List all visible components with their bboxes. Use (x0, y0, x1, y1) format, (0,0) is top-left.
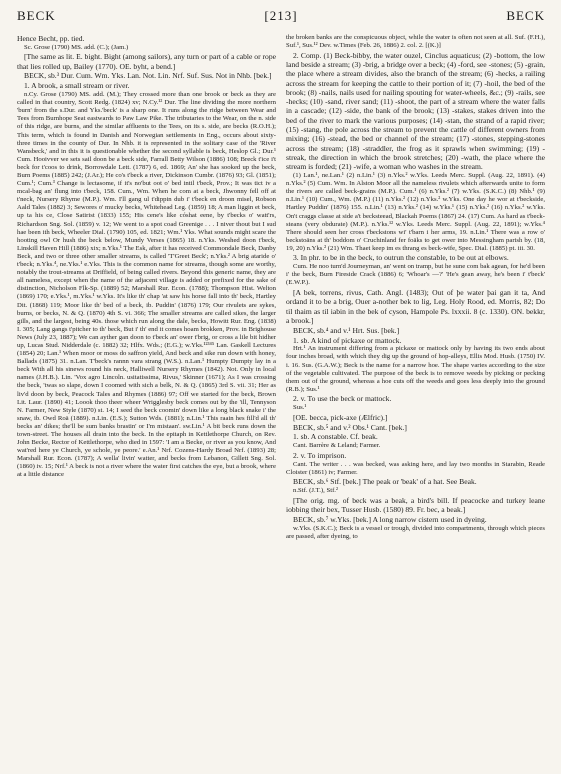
right-para: (1) Lan.¹, ne.Lan.¹ (2) n.Lin.¹ (3) n.Yks.² w.Yks. Leeds Merc. Suppl. (Aug. 22, 1891). (4) n.Yks.² (5) Cum. Wm. In Alston Moor all the nameless rivulets which afterwards unite to form the rivers are called beck-grains (M.P.). Cum.¹ (6) n.Yks.² (7) w.Yks. (S.K.C.) (8) Nhb.¹ (9) n.Lin.¹ (10) Cum., Wm. (M.P.) (11) n.Yks.² (12) n.Yks.² w.Yks. One day he wor at t'beckside, Hartley Puddin' (1876) 155. n.Lin.¹ (13) n.Yks.² (14) w.Yks.¹ (15) n.Yks.² (16) n.Yks.² w.Yks. On't craggs classe at side a't becksteead, Blackah Poems (1867) 24. (17) Cum. As hard as t'beck-steans (very obdurate) (M.P.). n.Yks.¹² w.Yks. Leeds Merc. Suppl. (Aug. 22, 1891); w.Yks.⁴ There should seen her cross t'beckstons wi' t'barn i her arms, 19. n.Lin.¹ There was a row o' beckstoäns at th' boddom o' Cruchinland fer foäks to get ower into Messingham parish by. (18, 19, 20) n.Yks.² (21) Wm. Thaet keep im es thrang es beck-wife, Spec. Dial. (1885) pt. iii. 30. (286, 172, 545, 252)
right-para: BECK, sb.⁴ and v.¹ Hrt. Sus. [bek.] (293, 325, 400, 335)
left-para: [The same as lit. E. bight. Bight (among sailors), any turn or part of a cable or rope that lies rolled up, Bailey (1770). OE. byht, a bend.] (17, 52, 276, 71)
right-para: [A bek, torrens, rivus, Cath. Angl. (1483); Out of þe water þai gan it ta, And ordand it to be a brig, Ouer a-nother bek to lig, Leg. Holy Rood, ed. Morris, 82; Do til thaim as til iabin in the bek of cyson, Hampole Ps. lxxxii. 8 (c. 1330). ON. bekkr, a brook.] (286, 288, 545, 325)
right-para: Cant. The writer . . . was becked, was asking here, and lay two months in Starabin, Reade Cloister (1861) iv; Farmer. (286, 460, 545, 476)
right-para: the broken banks are the conspicuous object, while the water is often not seen at all. Suf. (F.H.), Suf.¹, Sus.¹² Dev. w.Times (Feb. 26, 1886) 2. col. 2. [(K.)] (286, 34, 545, 50)
right-para: 3. In phr. to be in the beck, to outrun the constable, to be out at elbows. (293, 253, 509, 263)
left-para: BECK, sb.³ Dur. Cum. Wm. Yks. Lan. Not. Lin. Nrf. Suf. Sus. Not in Nhb. [bek.] (24, 71, 272, 81)
right-column (286, 34, 545, 774)
header-left-headword: BECK (17, 8, 56, 23)
right-para: Sus.¹ (293, 404, 307, 412)
header-right-headword: BECK (506, 8, 545, 23)
right-para: BECK, sb.⁷ w.Yks. [bek.] A long narrow cistern used in dyeing. (293, 514, 487, 524)
page-header (17, 8, 545, 26)
right-para: Hrt.¹ An instrument differing from a pickaxe or mattock only by having its two ends about four inches broad, with which they dig up the ground of hop-alleys, Ellis Mod. Husb. (1750) IV. i. 16. Sus. (G.A.W.); Beck is the name for a narrow hoe. The shape varies according to the size of the vegetable cultivated. The purpose of the beck is to remove weeds by picking or pecking them out of the ground, whereas a hoe cuts off the weeds and goes less deeply into the ground (R.B.); Sus.¹ (286, 345, 545, 393)
left-para: 1. A brook, a small stream or river. (24, 81, 130, 91)
right-para: n.Stf. (J.T.), Stf.² (293, 487, 338, 495)
right-para: 2. Comp. (1) Beck-bibby, the water ouzel, Cinclus aquaticus; (2) -bottom, the low land beside a stream; (3) -brig, a bridge over a beck; (4) -ford, see -stones; (5) -grain, the place where a stream divides, also the branch of the stream; (6) -hecks, a railing across the stream for keeping the cattle to their portion of it; (7) -hoil, the bed of the brook; (8) -nails, nails used for nailing spouting for water-wheels, &c.; (9) -rails, see -hecks; (10) -sand, river sand; (11) -shoot, the part of a stream where the water falls in a cascade; (12) -side, the bank of the brook; (13) -stakes, stakes driven into the bed of the river to mark the various purposes; (14) -stan, the strand of a rapid river; (15) -stang, the pole across the stream to prevent the cattle of different owners from mixing; (16) -stead, the bed or channel of the stream; (17) -stones, stepping-stones across the stream; (18) -straddler, the frog as it sprawls when swimming; (19) -streak, the direction in which the brook stretches; (20) -wath, the place where the stream is forded; (21) -wife, a woman who washes in the stream. (286, 50, 545, 172)
page-number: [213] (264, 8, 298, 23)
right-para: 2. v. To use the beck or mattock. (293, 394, 392, 404)
right-para: [OE. becca, pick-axe (Ælfric).] (293, 412, 388, 422)
right-para: Cant. Barrère & Leland; Farmer. (293, 442, 381, 450)
left-para: n.Cy. Grose (1790) MS. add. (M.); They crossed more than one brook or beck as they are called in that country, Scott Redg. (1824) xv; N.Cy.¹² Dur. The line dividing the more northern 'burn' from the s.Dur. and Yks.'beck' is a sharp one. It runs along the ridge between Wear and Tees from Burnhope Seat eastwards to Paw Law Pike. The tributaries to the Wear, on the n. side of this ridge, are burns, and the similar affluents to the Tees, on its s. side, are becks (R.O.H.); This term, which is found in Danish and Norwegian settlements in Eng., occurs about sixty-three times in the county of Dur. In Nhb. it is represented in the solitary case of the 'River Wansbeck,' and in this it is questionable whether the second syllable is beck, Heslop Gl.; Dur.¹ Cum. Hooivver we sets sail doon be a beck side, Farrall Betty Wilson (1886) 108; Breck t'ice i't beck for t'coos to drink, Borrowdale Lett. (1787) 6, ed. 1869; An' she has sooked up the beck, Burn Poems (1885) 242; (J.Ar.); He co's t'beck a river, Dickinson Cumbr. (1876) 93; Gl. (1851); Cum.¹; Cum.³ Change is lectasome, if it's no'but oot o' bed intil t'beck, Prov.; It was tict iv a mcal-bag an' flung into t'beck, 158. Cum., Wm. When he com at a beck, Jhwonny fell off at t'neck, Nursery Rhyme (M.P.). Wm. I'll gang ul t'dippin dub i' t'beck en droon misel, Robson Aald Tales (1882) 3; Sewores o' mucky becks, Whitehead Leg. (1859) 18; A man liggin et beck, up ta his ce, Close Satirist (1833) 155; His cene's like cóshat eene, by t'becks o' watt'rs, Richardson Sng. Sol. (1859) v. 12; We went to a spot coad Greenige . . . I niver thout but I sud hae been ith beck, Wheeler Dial. (1790) 105, ed. 1821; Wm.¹ Yks. What sounds might scare the hooting owl Or hush the beck below, Mundy Verses (1865) 18. n.Yks. Weshed doon t'beck, Linskill Haven Hill (1886) xix; n.Yks.¹ The Esk, after it has received Commondale Beck, Danby Beck, and two or three other smaller streams, is called 'T'Greet Beck'; n.Yks.² A brig ataride o' t'beck; n.Yks.⁴, ne.Yks.¹ e.Yks. This is the common name for streams, though some are worthy, notably the trout-streams at Driffield, of being called rivers. Beyond this generic name, they are all nameless, except when the name of the adjacent village is added or prefixed for the sake of distinction, Nicholson Flk-Sp. (1889) 52; Marshall Rur. Econ. (1788); Thompson Hist. Welton (1869) 170; e.Yks.¹, m.Yks.¹ w.Yks. It's like th' chap 'at saw his horse fall into th' beck, Hartley Dit. (1868) 119; Moor like th' bed of a beck, ib. Puddin' (1876) 179; Our rivulets are sykes, burns, or becks, N. & Q. (1870) 4th S. vi. 366; The smaller streams are called sikes, the larger gills, and the largest, being 40s. those which run along the dale, becks, Howitt Rur. Eng. (1838) I. 305; Lang gangs t'pitcher to th' beck, But i' th' end it comes hoam brokken, Prov. in Brighouse News (July 23, 1887); We can ayther gan doon to t'beck an' ower t'brig, or cross a lile bit hidher up, Lucas Stud. Nidderdale (c. 1882) 32; Hlfx. Wds.; (E.G.); w.Yks.¹²³⁴⁵ Lan. Gaskell Lectures (1854) 20; Lan.¹ When moor or moss do saffron yield, And beck and sike run down with honey, Ballads (1875) 31. n.Lan. T'beck's rannn vara strang (W.S.). n.Lan.¹ Humpty Dumpty lay in a beck With all his sinews round his neck, Halliwell Nursery Rhymes (1842). Not. Only in local names (J.H.B.). Lin. 'Vox agro Lincoln. usitatissima, Rivus,' Skinner (1671); As I was crossing the beck, 'twas so slape, down I coomed with sich a belk, N. & Q. (1865) 3rd S. vii. 31; Her as liv'd doon by beck, Peacock Tales and Rhymes (1886) 97; Off we started for the beck, Brown Lit. Laur. (1890) 41; Loook thoo theer wheer Wrigglesby beck comes out by the 'ill, Tennyson N. Farmer, New Style (1870) st. 14; I seed the beck coomin' down like a long black snake i' the snaw, ib. Owd Roä (1889). n.Lin. (E.S.); Sutton Wds. (1881); n.Lin.¹ This raain hes fill'd all th' becks an' dikes; the'll be sum banks brastin' or I'm mistaan'. sw.Lin.¹ A bit beck runs down the town-street. The houses all drain into the beck. In the epitaph in Kettlethorpe Church, on Rev. John Becke, Rector of Kettlethorpe, who died in 1597: 'I am a Becke, or river as you know, And wat'red here ye Church, ye schole, ye peore.' e.An.¹ Nrf. Cozens-Hardy Broad Nrf. (1893) 28; Marshall Rur. Econ. (1787); A wella' livin' watter, and becks from Lebanon, Gillett Sng. Sol. (1860) iv. 15; Nrf.¹ A beck is not a river where the water first catches the eye, but a brook, where at a little distance (17, 91, 276, 479)
right-para: w.Yks. (S.K.C.); Beck is a vessel or trough, divided into compartments, through which pieces are passed, after dyeing, to (286, 524, 545, 540)
left-column (17, 34, 276, 774)
right-para: 1. sb. A constable. Cf. beak. (293, 432, 378, 442)
text-columns (17, 34, 545, 774)
right-para: 2. v. To imprison. (293, 450, 347, 460)
right-para: [The orig. mg. of beck was a beak, a bird's bill. If peacocke and turkey leane iobbing their bex, Tusser Husb. (1580) 89. Fr. bec, a beak.] (286, 495, 545, 514)
right-para: BECK, sb.⁶ Stf. [bek.] The peak or 'beak' of a hat. See Beak. (293, 477, 477, 487)
left-para: Hence Becht, pp. tied. (17, 34, 85, 43)
right-para: Cum. He noo turn'd Journeyman, an' went on tramp, but he sune com bak agean, for he'd been i' the beck, Burn Fireside Crack (1886) 6; 'Whoar's —?' 'He's gean away, he's been i' t'beck' (E.W.P.). (286, 263, 545, 287)
left-para: Sc. Grose (1790) MS. add. (C.); (Jam.) (24, 43, 129, 51)
right-para: BECK, sb.⁵ and v.² Obs.¹ Cant. [bek.] (293, 422, 407, 432)
right-para: 1. sb. A kind of pickaxe or mattock. (293, 335, 402, 345)
